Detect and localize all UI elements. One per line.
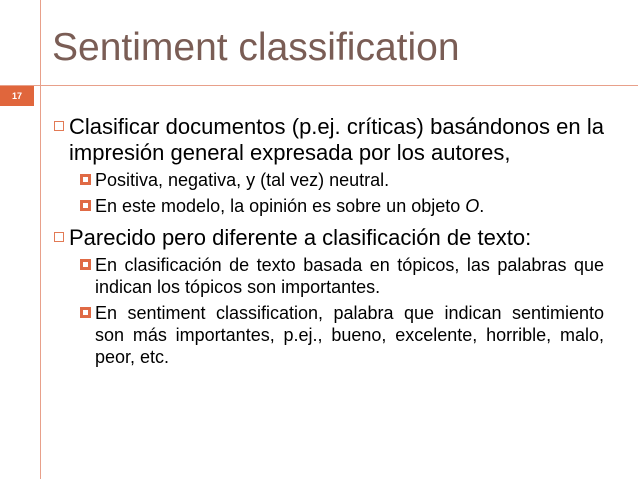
hollow-square-bullet-icon <box>54 121 64 131</box>
bullet-2-text: Parecido pero diferente a clasificación de texto: <box>69 225 532 250</box>
bullet-1-sub-2 <box>52 195 604 217</box>
title-underline-rule <box>0 85 638 86</box>
square-bullet-icon <box>80 259 91 270</box>
bullet-2-sub-2 <box>52 302 604 368</box>
bullet-1-sub-1-text: Positiva, negativa, y (tal vez) neutral. <box>95 170 390 190</box>
hollow-square-bullet-icon <box>54 232 64 242</box>
square-bullet-icon <box>80 174 91 185</box>
bullet-1-sub-2-text: En este modelo, la opinión es sobre un objeto <box>95 196 466 216</box>
bullet-2 <box>52 225 604 251</box>
bullet-1-sub-1 <box>52 169 604 191</box>
bullet-1-sub-2-emph: O <box>465 196 480 216</box>
bullet-2-sub-2-text: En sentiment classification, palabra que indican sentimiento son más importantes, p.ej., bueno, excelente, horrible, malo, peor, etc. <box>95 303 604 367</box>
slide-number: 17 <box>11 91 22 101</box>
bullet-2-sub-1 <box>52 254 604 298</box>
bullet-1-text: Clasificar documentos (p.ej. críticas) basándonos en la impresión general expresada por los autores, <box>69 114 604 165</box>
bullet-2-sub-1-text: En clasificación de texto basada en tópicos, las palabras que indican los tópicos son importantes. <box>95 255 604 297</box>
slide-body <box>52 114 604 372</box>
square-bullet-icon <box>80 307 91 318</box>
slide-number-badge <box>0 86 34 106</box>
slide-title: Sentiment classification <box>52 26 460 69</box>
left-vertical-rule <box>40 0 41 479</box>
bullet-1-sub-2-tail: . <box>479 196 485 216</box>
square-bullet-icon <box>80 200 91 211</box>
bullet-1 <box>52 114 604 166</box>
